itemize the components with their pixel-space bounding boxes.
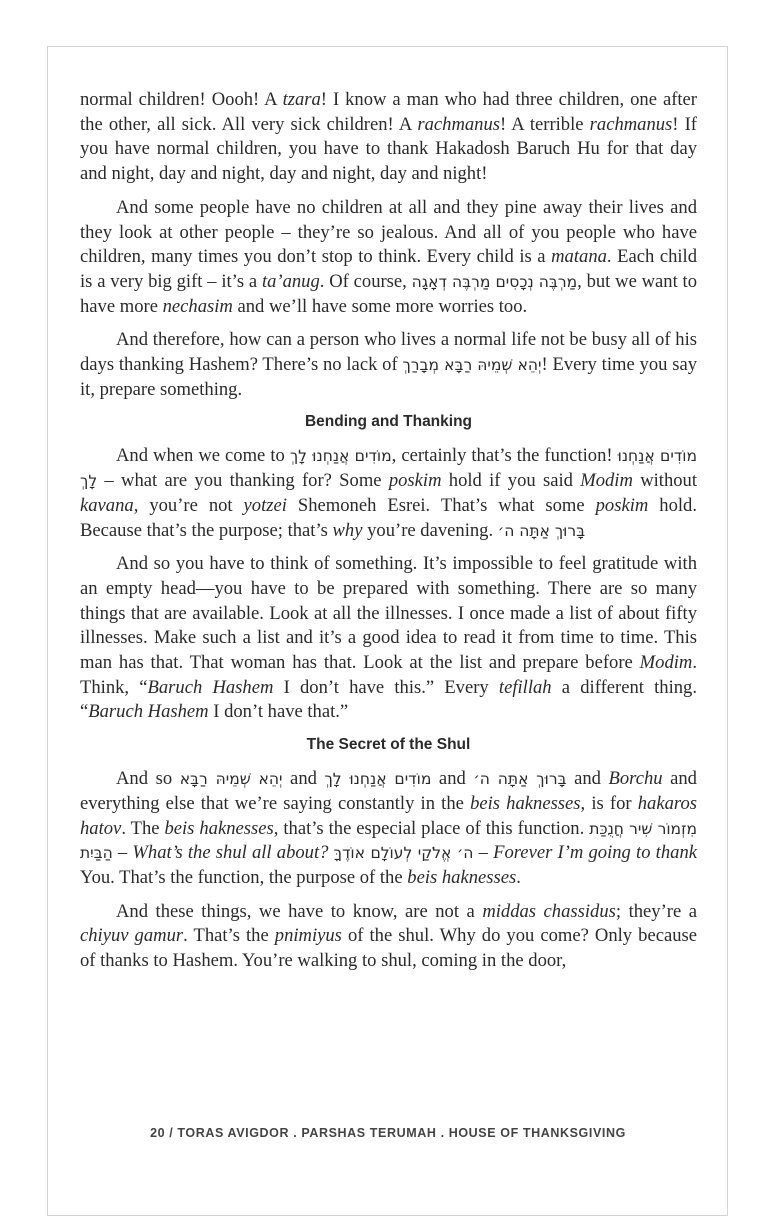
italic-term: tzara <box>282 89 321 110</box>
italic-term: rachmanus <box>589 113 673 135</box>
text-run: , certainly that’s the function! <box>391 445 618 467</box>
text-run: and we’ll have some more worries too. <box>232 295 528 317</box>
text-run: The Secret of the Shul <box>306 736 471 754</box>
text-run: ! I know a man who had three children, one after the other, all sick. All very sick children! A <box>80 89 697 135</box>
paragraph <box>80 328 697 402</box>
italic-term: yotzei <box>243 494 287 516</box>
hebrew-text: מוֹדִים אֲנַחְנוּ לָךְ <box>289 447 392 466</box>
text-run: and <box>431 768 474 790</box>
text-run: . That’s the <box>183 925 275 947</box>
italic-term: ta’anug <box>261 270 320 292</box>
text-run: a different thing. “ <box>80 676 697 723</box>
hebrew-text: בָּרוּךְ אַתָּה ה׳ <box>473 770 567 789</box>
text-run: and everything else that we’re saying constantly in the <box>80 768 697 814</box>
text-run: ! A terrible <box>500 113 590 135</box>
text-run: and <box>566 768 609 790</box>
italic-term: nechasim <box>162 295 233 317</box>
text-run: You. That’s the function, the purpose of the <box>80 866 408 888</box>
text-run: . <box>516 866 521 888</box>
text-run: you’re davening. <box>362 519 498 541</box>
hebrew-text: מִזְמוֹר שִׁיר חֲנֻכַּת הַבַּיִת <box>80 819 697 863</box>
paragraph <box>80 196 697 320</box>
italic-term: What’s the shul all about? <box>132 842 329 864</box>
paragraph <box>80 900 697 974</box>
text-run: , is for <box>580 792 638 814</box>
hebrew-text: מוֹדִים אֲנַחְנוּ לָךְ <box>80 447 698 491</box>
italic-term: Forever I’m going to thank <box>493 842 697 864</box>
italic-term: tefillah <box>498 676 552 698</box>
section-heading <box>80 411 697 433</box>
italic-term: Modim <box>580 470 633 492</box>
section-heading <box>80 734 697 756</box>
paragraph <box>80 767 697 891</box>
hebrew-text: ה׳ אֱלֹקַי לְעוֹלָם אוֹדֶךָּ <box>333 844 474 863</box>
text-run: of the shul. Why do you come? Only because of thanks to Hashem. You’re walking to shul, coming in the door, <box>80 925 697 972</box>
text-run: And when we come to <box>116 445 290 467</box>
hebrew-text: מוֹדִים אֲנַחְנוּ לָךְ <box>324 770 432 789</box>
italic-term: pnimiyus <box>274 925 342 947</box>
paragraph <box>80 552 697 725</box>
italic-term: poskim <box>388 470 442 492</box>
text-run: ! If you have normal children, you have to thank Hakadosh Baruch Hu for that day and night, day and night, day and night, day and night! <box>80 113 697 185</box>
hebrew-text: בָּרוּךְ אַתָּה ה׳ <box>497 521 586 540</box>
text-run: I don’t have that.” <box>208 701 349 723</box>
text-run: . Each child is a very big gift – it’s a <box>80 246 697 292</box>
text-run: normal children! Oooh! A <box>80 89 283 110</box>
italic-term: why <box>332 519 363 541</box>
hebrew-text: יְהֵא שְׁמֵיהּ רַבָּא <box>179 770 283 789</box>
italic-term: hakaros hatov <box>80 792 697 839</box>
text-run: Shemoneh Esrei. That’s what some <box>286 494 596 516</box>
text-run: ; they’re a <box>615 900 697 922</box>
italic-term: Baruch Hashem <box>147 676 274 698</box>
italic-term: beis haknesses <box>470 792 581 814</box>
hebrew-text: מַרְבֶּה נְכָסִים מַרְבֶּה דְאָגָה <box>411 272 578 291</box>
text-run: – <box>112 842 133 864</box>
italic-term: middas chassidus <box>482 900 616 922</box>
text-run: – what are you thanking for? Some <box>97 470 389 492</box>
italic-term: matana <box>551 246 607 268</box>
italic-term: chiyuv gamur <box>80 925 184 947</box>
italic-term: rachmanus <box>417 113 501 135</box>
text-run: , that’s the especial place of this function. <box>273 817 590 839</box>
hebrew-text: יְהֵא שְׁמֵיהּ רַבָּא מְבָרַךְ <box>402 356 542 375</box>
text-run: . Think, “ <box>80 652 697 698</box>
body-text <box>80 88 697 983</box>
italic-term: beis haknesses <box>164 817 274 839</box>
text-run: ! Every time you say it, prepare something. <box>80 354 698 400</box>
text-run: . The <box>121 817 165 839</box>
text-run: I don’t have this.” Every <box>273 676 499 698</box>
italic-term: beis haknesses <box>407 866 517 888</box>
text-run: And so you have to think of something. It’s impossible to feel gratitude with an empty head—you have to be prepared with something. There are so many things that are available. Look at all the illnesses. I once made a list of about fifty illnesses. Make such a list and it’s a good idea to read it from time to time. This man has that. That woman has that. Look at the list and prepare before <box>80 553 697 674</box>
text-run: and <box>282 768 325 790</box>
text-run: hold if you said <box>441 470 581 492</box>
text-run: hold. Because that’s the purpose; that’s <box>80 494 697 541</box>
running-footer: 20 / TORAS AVIGDOR . PARSHAS TERUMAH . HOUSE OF THANKSGIVING <box>150 1126 626 1140</box>
italic-term: Borchu <box>608 768 663 790</box>
text-run: And some people have no children at all and they pine away their lives and they look at other people – they’re so jealous. And all of you people who have children, many times you don’t stop to think. Every child is a <box>80 196 697 268</box>
text-run: . Of course, <box>319 270 412 292</box>
text-run: , you’re not <box>133 494 244 516</box>
text-run: And therefore, how can a person who lives a normal life not be busy all of his days thanking Hashem? There’s no lack of <box>80 329 697 376</box>
italic-term: Baruch Hashem <box>88 701 209 723</box>
italic-term: kavana <box>80 494 134 516</box>
italic-term: Modim <box>639 652 693 674</box>
text-run: And these things, we have to know, are not a <box>116 900 483 922</box>
text-run: – <box>473 842 494 864</box>
text-run: without <box>632 470 698 492</box>
text-run: Bending and Thanking <box>304 413 473 431</box>
text-run: And so <box>116 768 180 790</box>
paragraph <box>80 88 697 187</box>
text-run: , but we want to have more <box>80 270 698 317</box>
italic-term: poskim <box>595 494 649 516</box>
paragraph <box>80 444 697 543</box>
